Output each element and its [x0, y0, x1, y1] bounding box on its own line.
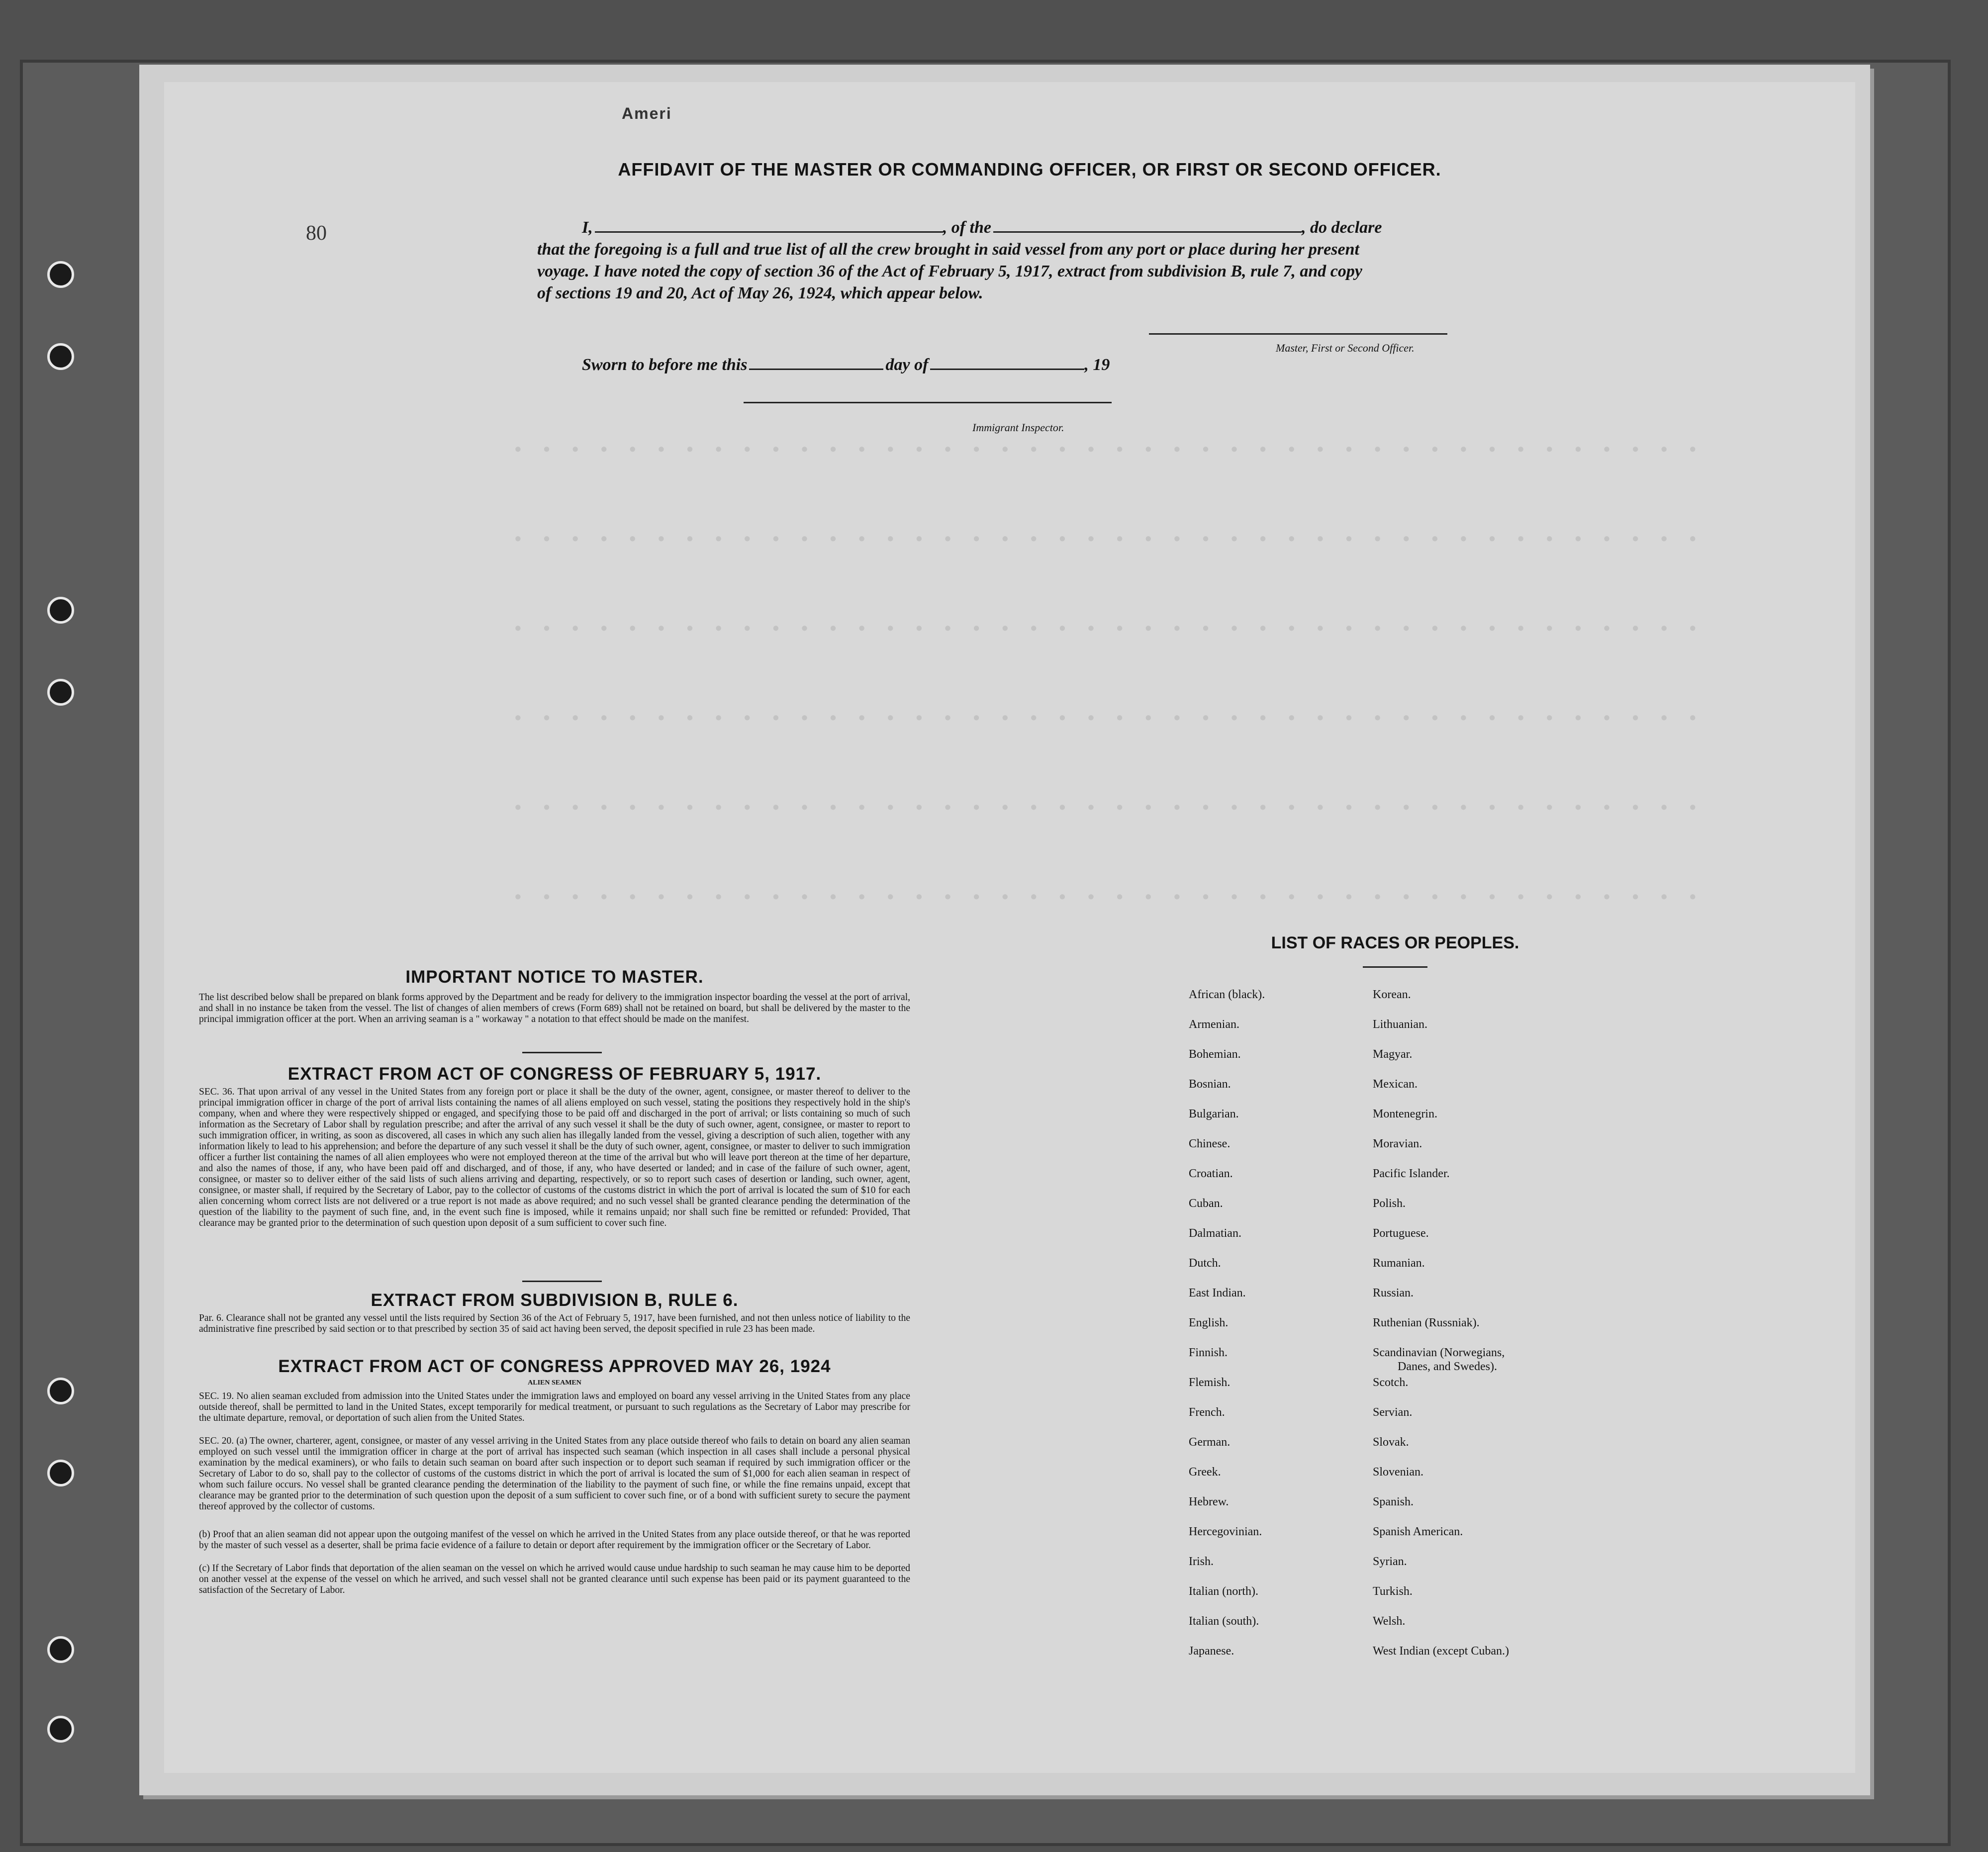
sec19-text: SEC. 19. No alien seaman excluded from admission into the United States under the immigration laws and employed on board any vessel arriving in the United States from any place outside thereof, shall be permitted to land in the United States, except temporarily for medical treatment, or pursuant to such regulations as the Secretary of Labor may prescribe for the ultimate departure, removal, or deportation of such alien from the United States. — [199, 1391, 910, 1423]
margin-number: 80 — [306, 222, 327, 245]
race-item: Bohemian. — [1189, 1048, 1241, 1061]
race-item: Welsh. — [1373, 1615, 1406, 1628]
race-item: Hercegovinian. — [1189, 1525, 1262, 1538]
race-item: Pacific Islander. — [1373, 1167, 1450, 1180]
race-item: Scandinavian (Norwegians, — [1373, 1346, 1505, 1359]
affidavit-declaration-line — [582, 217, 1447, 237]
race-item: Rumanian. — [1373, 1257, 1425, 1270]
binder-hole — [47, 343, 74, 370]
race-item: Chinese. — [1189, 1137, 1231, 1150]
sworn-month-field[interactable] — [930, 355, 1084, 370]
race-item-continuation: Danes, and Swedes). — [1398, 1360, 1497, 1373]
extract-rule6-text: Par. 6. Clearance shall not be granted any vessel until the lists required by Section 36 of the Act of February 5, 1917, have been furnished, and not then unless notice of liability to the administrative fine prescribed by said section or to that prescribed by section 35 of said act having been served, the deposit specified in rule 23 has been made. — [199, 1313, 910, 1334]
race-item: Lithuanian. — [1373, 1018, 1427, 1031]
bleed-through-row: • • • • • • • • • • • • • • • • • • • • • • • • • • • • • • • • • • • • • • • • • • — [512, 619, 1702, 641]
binder-hole — [47, 679, 74, 706]
race-item: Italian (south). — [1189, 1615, 1259, 1628]
master-name-field[interactable] — [595, 217, 943, 233]
race-item: Slovenian. — [1373, 1466, 1423, 1479]
manifest-sheet — [164, 82, 1855, 1773]
race-item: Armenian. — [1189, 1018, 1239, 1031]
stamp: Ameri — [622, 104, 672, 122]
bleed-through-row: • • • • • • • • • • • • • • • • • • • • • • • • • • • • • • • • • • • • • • • • • • — [512, 440, 1702, 462]
binder-hole — [47, 261, 74, 288]
inspector-caption: Immigrant Inspector. — [972, 421, 1064, 434]
race-item: Syrian. — [1373, 1555, 1407, 1568]
race-item: Irish. — [1189, 1555, 1214, 1568]
bleed-through-row: • • • • • • • • • • • • • • • • • • • • • • • • • • • • • • • • • • • • • • • • • • — [512, 709, 1702, 730]
sec20c-text: (c) If the Secretary of Labor finds that deportation of the alien seaman on the vessel on which he arrived would cause undue hardship to such seaman he may cause him to be deported on another vessel at the expense of the vessel on which he arrived, and such vessel shall not be granted clearance until such expense has been paid or its payment guaranteed to the satisfaction of the Secretary of Labor. — [199, 1563, 910, 1595]
race-item: Korean. — [1373, 988, 1411, 1001]
race-item: German. — [1189, 1436, 1231, 1449]
inspector-signature-line[interactable] — [744, 402, 1112, 403]
affidavit-body-line-1: that the foregoing is a full and true list of all the crew brought in said vessel from any port or place during her present — [537, 240, 1359, 259]
sworn-line — [582, 355, 1110, 374]
race-item: West Indian (except Cuban.) — [1373, 1645, 1509, 1658]
extract-1917-heading: EXTRACT FROM ACT OF CONGRESS OF FEBRUARY 5, 1917. — [287, 1064, 822, 1084]
race-item: Flemish. — [1189, 1376, 1231, 1389]
race-item: Magyar. — [1373, 1048, 1413, 1061]
race-item: Mexican. — [1373, 1078, 1418, 1091]
bleed-through-row: • • • • • • • • • • • • • • • • • • • • • • • • • • • • • • • • • • • • • • • • • • — [512, 798, 1702, 820]
races-heading: LIST OF RACES OR PEOPLES. — [1271, 933, 1519, 952]
divider — [522, 1052, 602, 1053]
sec20b-text: (b) Proof that an alien seaman did not appear upon the outgoing manifest of the vessel on which he arrived in the United States from any place outside thereof, or that he was reported by the master of such vessel as a deserter, shall be prima facie evidence of a failure to detain or deport after requirement by the immigration officer or the Secretary of Labor. — [199, 1529, 910, 1551]
affidavit-of-the-label: , of the — [943, 218, 992, 237]
day-of-label: day of — [885, 356, 929, 374]
race-item: French. — [1189, 1406, 1225, 1419]
vessel-name-field[interactable] — [993, 217, 1302, 233]
affidavit-declare-label: , do declare — [1302, 218, 1382, 237]
master-caption: Master, First or Second Officer. — [1276, 342, 1415, 354]
race-item: Italian (north). — [1189, 1585, 1258, 1598]
race-item: Slovak. — [1373, 1436, 1409, 1449]
binder-hole — [47, 1378, 74, 1404]
race-item: Greek. — [1189, 1466, 1221, 1479]
race-item: Spanish. — [1373, 1495, 1414, 1508]
extract-1917-text: SEC. 36. That upon arrival of any vessel in the United States from any foreign port or place it shall be the duty of the owner, agent, consignee, or master thereof to deliver to the principal immigration officer in charge of the port of arrival lists containing the names of all aliens employed on such vessel, stating the positions they respectively hold in the ship's company, when and where they were respectively shipped or engaged, and specifying those to be paid off and discharged in the port of arrival; or lists containing so much of such information as the Secretary of Labor shall by regulation prescribe; and after the arrival of any such vessel it shall be the duty of such owner, agent, consignee, or master to report to such immigration officer, in writing, as soon as discovered, all cases in which any such alien has illegally landed from the vessel, giving a description of such alien, together with any information likely to lead to his apprehension; and before the departure of any such vessel it shall be the duty of such owner, agent, consignee, or master to deliver to such immigration officer a further list containing the names of all alien employees who were not employed thereon at the time of the arrival but who will leave port thereon at the time of her departure, and also the names of those, if any, who have been paid off and discharged, and of those, if any, who have deserted or landed; and in case of the failure of such owner, agent, consignee, or master so to deliver either of the said lists of such aliens arriving and departing, respectively, or so to report such cases of desertion or landing, such owner, agent, consignee, or master shall, if required by the Secretary of Labor, pay to the collector of customs of the customs district in which the port of arrival is located the sum of $10 for each alien concerning whom correct lists are not delivered or a true report is not made as above required; and no such vessel shall be granted clearance pending the determination of the question of the liability to the payment of such fine, and, in the event such fine is imposed, while it remains unpaid; nor shall such fine be remitted or refunded: Provided, That clearance may be granted prior to the determination of such question upon deposit of a sum sufficient to cover such fine. — [199, 1087, 910, 1228]
binder-hole — [47, 1460, 74, 1486]
divider — [1363, 966, 1427, 968]
race-item: Portuguese. — [1373, 1227, 1429, 1240]
affidavit-heading: AFFIDAVIT OF THE MASTER OR COMMANDING OFFICER, OR FIRST OR SECOND OFFICER. — [618, 159, 1441, 180]
race-item: English. — [1189, 1316, 1229, 1329]
binder-hole — [47, 597, 74, 624]
race-item: Hebrew. — [1189, 1495, 1229, 1508]
race-item: African (black). — [1189, 988, 1265, 1001]
notice-heading: IMPORTANT NOTICE TO MASTER. — [405, 967, 704, 987]
race-item: Servian. — [1373, 1406, 1413, 1419]
race-item: Montenegrin. — [1373, 1108, 1437, 1120]
extract-1924-heading: EXTRACT FROM ACT OF CONGRESS APPROVED MAY 26, 1924 — [278, 1357, 831, 1376]
notice-text: The list described below shall be prepared on blank forms approved by the Department and be ready for delivery to the immigration inspector boarding the vessel at the port of arrival, and shall in no instance be taken from the vessel. The list of changes of alien members of crews (Form 689) shall not be retained on board, but shall be delivered by the master to the principal immigration officer at the port. When an arriving seaman is a " workaway " a notation to that effect should be made on the manifest. — [199, 992, 910, 1024]
year-label: , 19 — [1084, 356, 1110, 374]
binder-hole — [47, 1636, 74, 1663]
race-item: Scotch. — [1373, 1376, 1409, 1389]
race-item: Spanish American. — [1373, 1525, 1463, 1538]
master-signature-line[interactable] — [1149, 333, 1447, 335]
race-item: Japanese. — [1189, 1645, 1234, 1658]
sworn-day-field[interactable] — [749, 355, 883, 370]
race-item: Turkish. — [1373, 1585, 1413, 1598]
alien-seamen-subheading: ALIEN SEAMEN — [528, 1379, 581, 1387]
sec20a-text: SEC. 20. (a) The owner, charterer, agent, consignee, or master of any vessel arriving in the United States from any place outside thereof who fails to detain on board any alien seaman employed on such vessel until the immigration officer in charge at the port of arrival has inspected such seaman (which inspection in all cases shall include a personal physical examination by the medical examiners), or who fails to detain such seaman on board after such inspection or to deport such seaman if required by such immigration officer or the Secretary of Labor to do so, shall pay to the collector of customs of the customs district in which the port of arrival is located the sum of $1,000 for each alien seaman in respect of whom such failure occurs. No vessel shall be granted clearance pending the determination of the liability to the payment of such fine, or while the fine remains unpaid, except that clearance may be granted prior to the determination of such question upon the deposit of a sum sufficient to cover such fine, or of a bond with sufficient surety to secure the payment thereof approved by the collector of customs. — [199, 1436, 910, 1512]
race-item: Croatian. — [1189, 1167, 1233, 1180]
divider — [522, 1281, 602, 1282]
affidavit-body-line-2: voyage. I have noted the copy of section 36 of the Act of February 5, 1917, extract from subdivision B, rule 7, and copy — [537, 262, 1362, 280]
race-item: Dalmatian. — [1189, 1227, 1241, 1240]
race-item: Finnish. — [1189, 1346, 1228, 1359]
race-item: East Indian. — [1189, 1287, 1246, 1299]
race-item: Bosnian. — [1189, 1078, 1231, 1091]
sworn-label: Sworn to before me this — [582, 356, 748, 374]
race-item: Moravian. — [1373, 1137, 1422, 1150]
race-item: Cuban. — [1189, 1197, 1223, 1210]
race-item: Bulgarian. — [1189, 1108, 1239, 1120]
race-item: Dutch. — [1189, 1257, 1221, 1270]
race-item: Russian. — [1373, 1287, 1414, 1299]
affidavit-i-label: I, — [582, 218, 593, 237]
affidavit-body-line-3: of sections 19 and 20, Act of May 26, 1924, which appear below. — [537, 284, 983, 302]
bleed-through-row: • • • • • • • • • • • • • • • • • • • • • • • • • • • • • • • • • • • • • • • • • • — [512, 530, 1702, 551]
extract-rule6-heading: EXTRACT FROM SUBDIVISION B, RULE 6. — [371, 1291, 739, 1310]
race-item: Polish. — [1373, 1197, 1406, 1210]
race-item: Ruthenian (Russniak). — [1373, 1316, 1480, 1329]
binder-hole — [47, 1716, 74, 1743]
bleed-through-row: • • • • • • • • • • • • • • • • • • • • • • • • • • • • • • • • • • • • • • • • • • — [512, 888, 1702, 909]
